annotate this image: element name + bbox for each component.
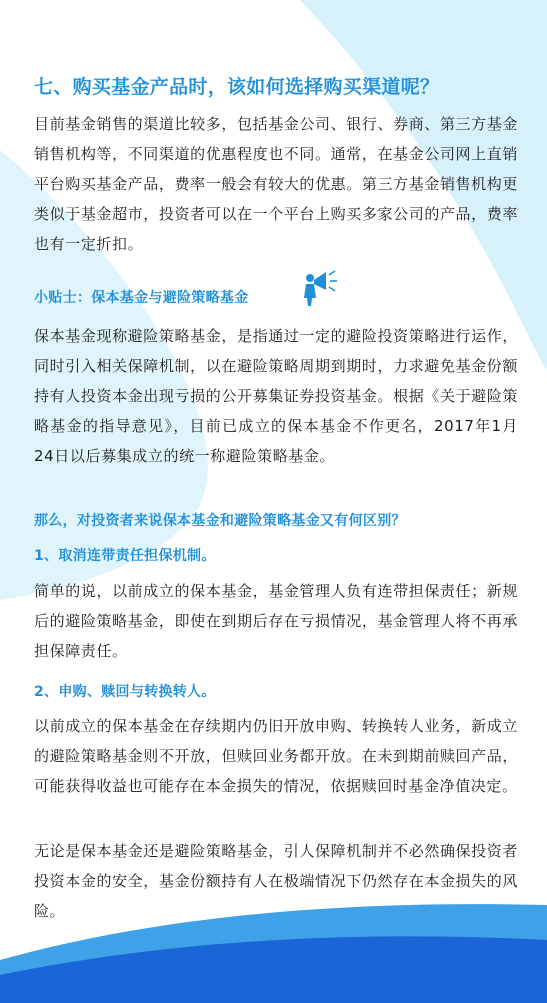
point-1-heading: 1、取消连带责任担保机制。: [34, 548, 216, 564]
point-2-heading: 2、申购、赎回与转换转人。: [34, 684, 216, 700]
tip-paragraph: 保本基金现称避险策略基金，是指通过一定的避险投资策略进行运作，同时引入相关保障机制，以在避险策略周期到期时，力求避免基金份额持有人投资本金出现亏损的公开募集证券投资基金。根据《关于避险策略基金的指导意见》，目前已成立的保本基金不作更名，2017年1月24日以后募集成立的统一称避险策略基金。: [34, 327, 518, 465]
point-1-paragraph: 简单的说，以前成立的保本基金，基金管理人负有连带担保责任；新规后的避险策略基金，即使在到期后存在亏损情况，基金管理人将不再承担保障责任。: [34, 582, 518, 660]
point-2-paragraph: 以前成立的保本基金在存续期内仍旧开放申购、转换转人业务，新成立的避险策略基金则不开放，但赎回业务都开放。在未到期前赎回产品，可能获得收益也可能存在本金损失的情况，依据赎回时基金净值决定。: [34, 717, 518, 795]
section-title: 七、购买基金产品时，该如何选择购买渠道呢？: [34, 76, 440, 98]
tip-heading: 小贴士：保本基金与避险策略基金: [34, 290, 249, 306]
intro-paragraph: 目前基金销售的渠道比较多，包括基金公司、银行、券商、第三方基金销售机构等，不同渠道的优惠程度也不同。通常，在基金公司网上直销平台购买基金产品，费率一般会有较大的优惠。第三方基金销售机构更类似于基金超市，投资者可以在一个平台上购买多家公司的产品，费率也有一定折扣。: [34, 115, 518, 253]
closing-paragraph: 无论是保本基金还是避险策略基金，引人保障机制并不必然确保投资者投资本金的安全，基金份额持有人在极端情况下仍然存在本金损失的风险。: [34, 842, 518, 920]
question-heading: 那么，对投资者来说保本基金和避险策略基金又有何区别？: [34, 513, 406, 529]
megaphone-person-icon: [300, 268, 340, 308]
